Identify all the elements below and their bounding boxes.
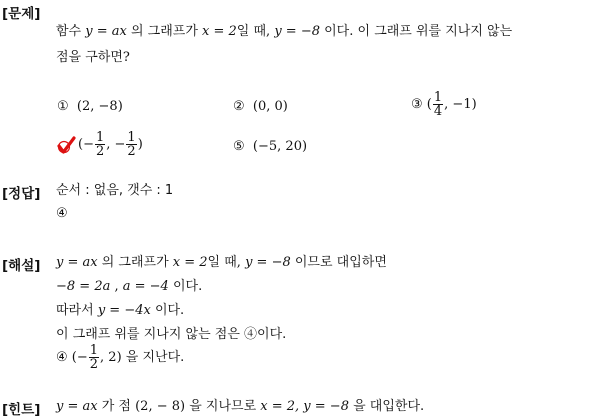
- explanation-line-5: ④ (− $\frac{1}{2}$ , 2) 을 지난다.: [56, 343, 185, 372]
- hint-label: [힌트]: [2, 402, 41, 418]
- problem-line-1: 함수 y = ax 의 그래프가 x = 2일 때, y = −8 이다. 이 그래프 위를 지나지 않는: [56, 24, 513, 39]
- explanation-line-1: y = ax 의 그래프가 x = 2일 때, y = −8 이므로 대입하면: [56, 255, 387, 270]
- red-checkmark-icon: [56, 136, 76, 156]
- answer-line-1: 순서 : 없음, 갯수 : 1: [56, 183, 174, 198]
- choice-2[interactable]: ② (0, 0): [233, 99, 288, 114]
- choice-5[interactable]: ⑤ (−5, 20): [233, 139, 308, 154]
- choice-1[interactable]: ① (2, −8): [57, 99, 123, 114]
- problem-line-2: 점을 구하면?: [56, 50, 130, 65]
- explanation-line-3: 따라서 y = −4x 이다.: [56, 303, 185, 318]
- hint-line: y = ax 가 점 (2, − 8) 을 지나므로 x = 2, y = −8 을 대입한다.: [56, 399, 425, 414]
- problem-label: [문제]: [2, 6, 41, 22]
- answer-line-2: ④: [56, 206, 68, 221]
- explanation-line-2: −8 = 2a , a = −4 이다.: [56, 279, 203, 294]
- explanation-line-4: 이 그래프 위를 지나지 않는 점은 ④이다.: [56, 327, 287, 342]
- choice-4[interactable]: (− $\frac{1}{2}$ , − $\frac{1}{2}$ ): [78, 130, 143, 159]
- explanation-label: [해설]: [2, 258, 41, 274]
- answer-label: [정답]: [2, 186, 41, 202]
- choice-3[interactable]: ③ ( $\frac{1}{4}$ , −1): [411, 90, 477, 119]
